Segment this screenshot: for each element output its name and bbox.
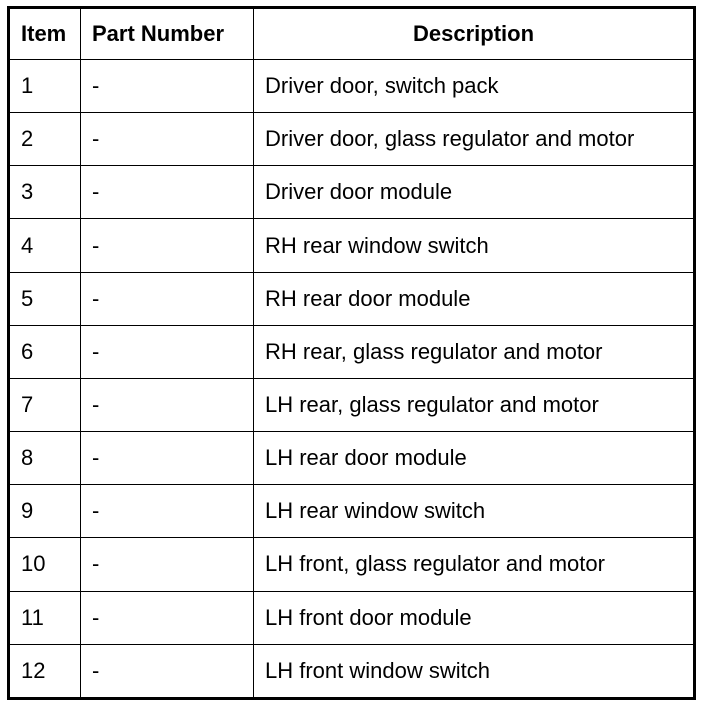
cell-description: LH front window switch [254, 644, 695, 698]
cell-description: RH rear window switch [254, 219, 695, 272]
table-row [9, 485, 695, 538]
table-row [9, 538, 695, 591]
cell-part-number: - [81, 644, 254, 698]
cell-item: 5 [9, 272, 81, 325]
cell-item: 2 [9, 113, 81, 166]
table-header-row [9, 8, 695, 60]
table-row [9, 60, 695, 113]
table-row [9, 432, 695, 485]
cell-description: LH rear window switch [254, 485, 695, 538]
cell-description: RH rear, glass regulator and motor [254, 325, 695, 378]
cell-part-number: - [81, 272, 254, 325]
cell-description: Driver door module [254, 166, 695, 219]
table-row [9, 272, 695, 325]
cell-item: 1 [9, 60, 81, 113]
cell-item: 10 [9, 538, 81, 591]
cell-description: Driver door, glass regulator and motor [254, 113, 695, 166]
cell-part-number: - [81, 219, 254, 272]
cell-part-number: - [81, 432, 254, 485]
cell-description: RH rear door module [254, 272, 695, 325]
cell-description: LH rear door module [254, 432, 695, 485]
cell-item: 11 [9, 591, 81, 644]
header-item: Item [9, 8, 81, 60]
cell-description: LH rear, glass regulator and motor [254, 378, 695, 431]
cell-item: 12 [9, 644, 81, 698]
cell-item: 8 [9, 432, 81, 485]
table-row [9, 166, 695, 219]
table-row [9, 325, 695, 378]
cell-description: LH front, glass regulator and motor [254, 538, 695, 591]
table-row [9, 644, 695, 698]
cell-description: Driver door, switch pack [254, 60, 695, 113]
cell-item: 3 [9, 166, 81, 219]
table-row [9, 113, 695, 166]
cell-part-number: - [81, 591, 254, 644]
table-row [9, 378, 695, 431]
cell-part-number: - [81, 60, 254, 113]
table-row [9, 591, 695, 644]
cell-item: 7 [9, 378, 81, 431]
header-part-number: Part Number [81, 8, 254, 60]
cell-part-number: - [81, 538, 254, 591]
cell-item: 9 [9, 485, 81, 538]
cell-part-number: - [81, 378, 254, 431]
cell-part-number: - [81, 325, 254, 378]
table-row [9, 219, 695, 272]
cell-part-number: - [81, 113, 254, 166]
parts-table [7, 6, 696, 700]
cell-item: 4 [9, 219, 81, 272]
cell-description: LH front door module [254, 591, 695, 644]
header-description: Description [254, 8, 695, 60]
cell-part-number: - [81, 166, 254, 219]
cell-part-number: - [81, 485, 254, 538]
cell-item: 6 [9, 325, 81, 378]
